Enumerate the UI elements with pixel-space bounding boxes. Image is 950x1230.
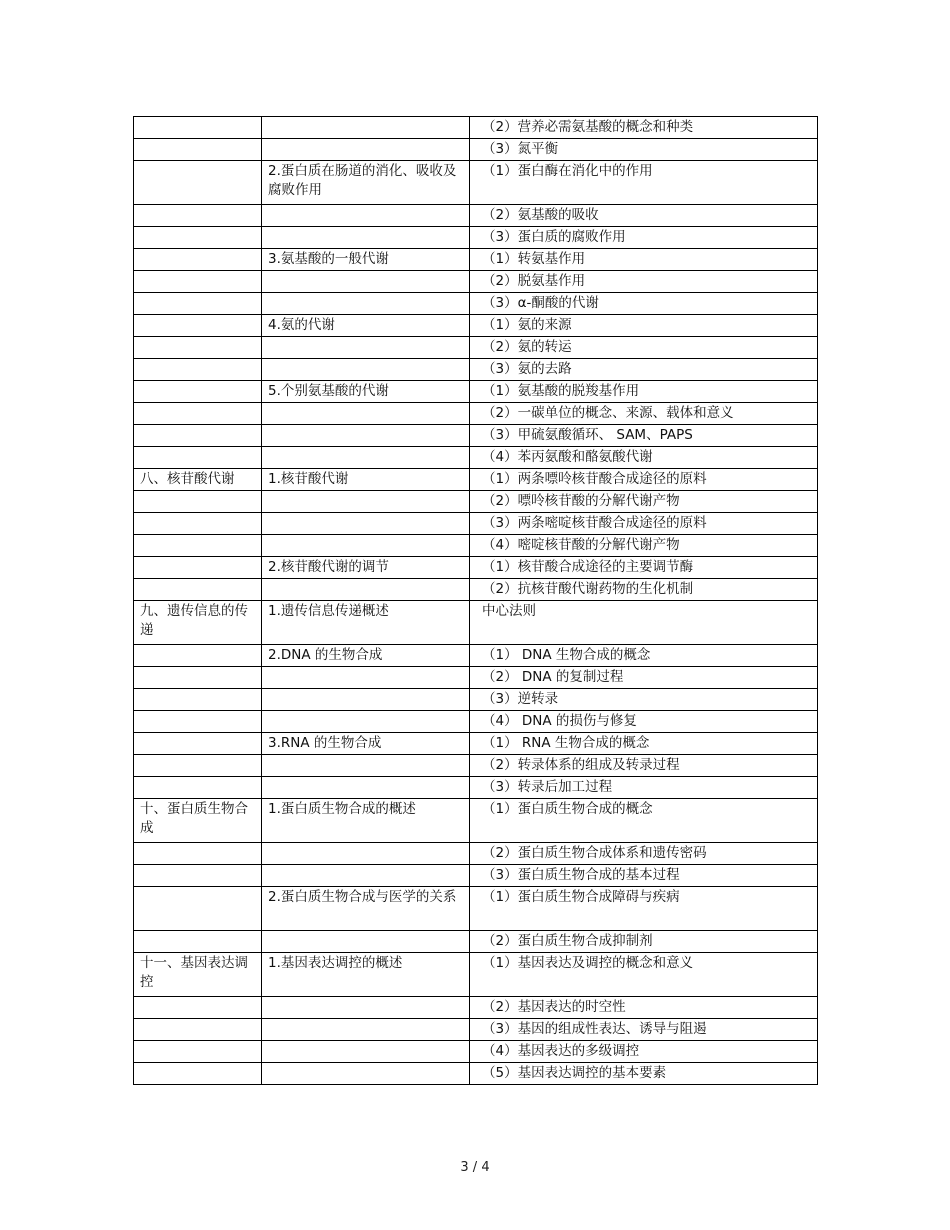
unit-cell: [134, 447, 262, 469]
detail-cell: （4）嘧啶核苷酸的分解代谢产物: [470, 535, 818, 557]
topic-cell: [262, 997, 470, 1019]
topic-cell: [262, 117, 470, 139]
unit-cell: [134, 997, 262, 1019]
table-row: [134, 205, 818, 227]
detail-cell: （1）转氨基作用: [470, 249, 818, 271]
topic-cell: [262, 513, 470, 535]
detail-cell: （4）苯丙氨酸和酪氨酸代谢: [470, 447, 818, 469]
unit-cell: [134, 645, 262, 667]
detail-cell: （1）核苷酸合成途径的主要调节酶: [470, 557, 818, 579]
detail-cell: （3）转录后加工过程: [470, 777, 818, 799]
detail-cell: （1）氨基酸的脱羧基作用: [470, 381, 818, 403]
topic-cell: [262, 865, 470, 887]
detail-cell: 中心法则: [470, 601, 818, 645]
syllabus-table: [133, 116, 818, 1085]
unit-cell: [134, 1019, 262, 1041]
unit-cell: [134, 513, 262, 535]
detail-cell: （3）两条嘧啶核苷酸合成途径的原料: [470, 513, 818, 535]
unit-cell: [134, 205, 262, 227]
detail-cell: （5）基因表达调控的基本要素: [470, 1063, 818, 1085]
table-row: [134, 315, 818, 337]
detail-cell: （2）蛋白质生物合成抑制剂: [470, 931, 818, 953]
table-row: [134, 645, 818, 667]
detail-cell: （1）氨的来源: [470, 315, 818, 337]
topic-cell: [262, 535, 470, 557]
table-row: [134, 337, 818, 359]
detail-cell: （2）基因表达的时空性: [470, 997, 818, 1019]
table-row: [134, 755, 818, 777]
table-row: [134, 733, 818, 755]
unit-cell: [134, 403, 262, 425]
topic-cell: [262, 403, 470, 425]
detail-cell: （2）一碳单位的概念、来源、载体和意义: [470, 403, 818, 425]
topic-cell: [262, 1063, 470, 1085]
unit-cell: [134, 227, 262, 249]
topic-cell: [262, 667, 470, 689]
detail-cell: （1） DNA 生物合成的概念: [470, 645, 818, 667]
detail-cell: （1）蛋白酶在消化中的作用: [470, 161, 818, 205]
table-row: [134, 689, 818, 711]
topic-cell: [262, 425, 470, 447]
table-row: [134, 293, 818, 315]
table-row: [134, 887, 818, 931]
topic-cell: 3.氨基酸的一般代谢: [262, 249, 470, 271]
topic-cell: [262, 843, 470, 865]
unit-cell: [134, 425, 262, 447]
table-row: [134, 557, 818, 579]
unit-cell: [134, 491, 262, 513]
topic-cell: [262, 1041, 470, 1063]
unit-cell: [134, 315, 262, 337]
unit-cell: [134, 271, 262, 293]
topic-cell: [262, 689, 470, 711]
unit-cell: [134, 1041, 262, 1063]
table-row: [134, 997, 818, 1019]
detail-cell: （1）两条嘌呤核苷酸合成途径的原料: [470, 469, 818, 491]
table-row: [134, 953, 818, 997]
unit-cell: [134, 359, 262, 381]
topic-cell: 3.RNA 的生物合成: [262, 733, 470, 755]
detail-cell: （2）抗核苷酸代谢药物的生化机制: [470, 579, 818, 601]
detail-cell: （1）基因表达及调控的概念和意义: [470, 953, 818, 997]
topic-cell: [262, 579, 470, 601]
table-row: [134, 865, 818, 887]
unit-cell: [134, 249, 262, 271]
table-row: [134, 139, 818, 161]
table-row: [134, 425, 818, 447]
detail-cell: （2） DNA 的复制过程: [470, 667, 818, 689]
unit-cell: [134, 557, 262, 579]
detail-cell: （3）基因的组成性表达、诱导与阻遏: [470, 1019, 818, 1041]
table-row: [134, 667, 818, 689]
topic-cell: 4.氨的代谢: [262, 315, 470, 337]
detail-cell: （1）蛋白质生物合成的概念: [470, 799, 818, 843]
detail-cell: （2）蛋白质生物合成体系和遗传密码: [470, 843, 818, 865]
topic-cell: 1.基因表达调控的概述: [262, 953, 470, 997]
unit-cell: [134, 293, 262, 315]
table-row: [134, 535, 818, 557]
table-row: [134, 403, 818, 425]
topic-cell: [262, 227, 470, 249]
unit-cell: [134, 161, 262, 205]
detail-cell: （2）脱氨基作用: [470, 271, 818, 293]
detail-cell: （3）蛋白质生物合成的基本过程: [470, 865, 818, 887]
unit-cell: [134, 579, 262, 601]
table-row: [134, 469, 818, 491]
topic-cell: [262, 447, 470, 469]
unit-cell: [134, 139, 262, 161]
unit-cell: [134, 337, 262, 359]
topic-cell: [262, 359, 470, 381]
topic-cell: [262, 271, 470, 293]
detail-cell: （2）营养必需氨基酸的概念和种类: [470, 117, 818, 139]
topic-cell: 1.遗传信息传递概述: [262, 601, 470, 645]
detail-cell: （4） DNA 的损伤与修复: [470, 711, 818, 733]
table-row: [134, 447, 818, 469]
unit-cell: [134, 887, 262, 931]
topic-cell: [262, 711, 470, 733]
table-row: [134, 777, 818, 799]
detail-cell: （1）蛋白质生物合成障碍与疾病: [470, 887, 818, 931]
table-row: [134, 799, 818, 843]
table-row: [134, 161, 818, 205]
unit-cell: [134, 931, 262, 953]
unit-cell: [134, 117, 262, 139]
table-row: [134, 381, 818, 403]
topic-cell: 1.蛋白质生物合成的概述: [262, 799, 470, 843]
topic-cell: [262, 205, 470, 227]
detail-cell: （2）氨的转运: [470, 337, 818, 359]
topic-cell: 2.核苷酸代谢的调节: [262, 557, 470, 579]
detail-cell: （1） RNA 生物合成的概念: [470, 733, 818, 755]
topic-cell: [262, 777, 470, 799]
unit-cell: [134, 733, 262, 755]
topic-cell: [262, 337, 470, 359]
detail-cell: （3）氮平衡: [470, 139, 818, 161]
unit-cell: [134, 865, 262, 887]
detail-cell: （3）甲硫氨酸循环、 SAM、PAPS: [470, 425, 818, 447]
detail-cell: （3）蛋白质的腐败作用: [470, 227, 818, 249]
page-number: 3 / 4: [460, 1160, 490, 1175]
table-row: [134, 843, 818, 865]
topic-cell: 2.蛋白质生物合成与医学的关系: [262, 887, 470, 931]
unit-cell: [134, 777, 262, 799]
table-row: [134, 491, 818, 513]
table-row: [134, 117, 818, 139]
topic-cell: [262, 931, 470, 953]
topic-cell: 2.DNA 的生物合成: [262, 645, 470, 667]
unit-cell: [134, 535, 262, 557]
topic-cell: 2.蛋白质在肠道的消化、吸收及腐败作用: [262, 161, 470, 205]
detail-cell: （3）氨的去路: [470, 359, 818, 381]
topic-cell: [262, 293, 470, 315]
unit-cell: 八、核苷酸代谢: [134, 469, 262, 491]
detail-cell: （2）转录体系的组成及转录过程: [470, 755, 818, 777]
detail-cell: （2）氨基酸的吸收: [470, 205, 818, 227]
unit-cell: [134, 689, 262, 711]
table-row: [134, 579, 818, 601]
unit-cell: 九、遗传信息的传递: [134, 601, 262, 645]
topic-cell: [262, 139, 470, 161]
detail-cell: （4）基因表达的多级调控: [470, 1041, 818, 1063]
table-row: [134, 1063, 818, 1085]
table-row: [134, 359, 818, 381]
table-row: [134, 271, 818, 293]
unit-cell: [134, 381, 262, 403]
topic-cell: [262, 755, 470, 777]
unit-cell: 十、蛋白质生物合成: [134, 799, 262, 843]
syllabus-table-body: [134, 117, 818, 1085]
detail-cell: （2）嘌呤核苷酸的分解代谢产物: [470, 491, 818, 513]
topic-cell: 1.核苷酸代谢: [262, 469, 470, 491]
table-row: [134, 601, 818, 645]
table-row: [134, 227, 818, 249]
unit-cell: [134, 755, 262, 777]
table-row: [134, 513, 818, 535]
table-row: [134, 711, 818, 733]
table-row: [134, 1041, 818, 1063]
unit-cell: [134, 843, 262, 865]
topic-cell: [262, 491, 470, 513]
detail-cell: （3）α-酮酸的代谢: [470, 293, 818, 315]
unit-cell: [134, 667, 262, 689]
unit-cell: [134, 711, 262, 733]
topic-cell: 5.个别氨基酸的代谢: [262, 381, 470, 403]
unit-cell: 十一、基因表达调控: [134, 953, 262, 997]
detail-cell: （3）逆转录: [470, 689, 818, 711]
table-row: [134, 931, 818, 953]
table-row: [134, 1019, 818, 1041]
unit-cell: [134, 1063, 262, 1085]
topic-cell: [262, 1019, 470, 1041]
table-row: [134, 249, 818, 271]
